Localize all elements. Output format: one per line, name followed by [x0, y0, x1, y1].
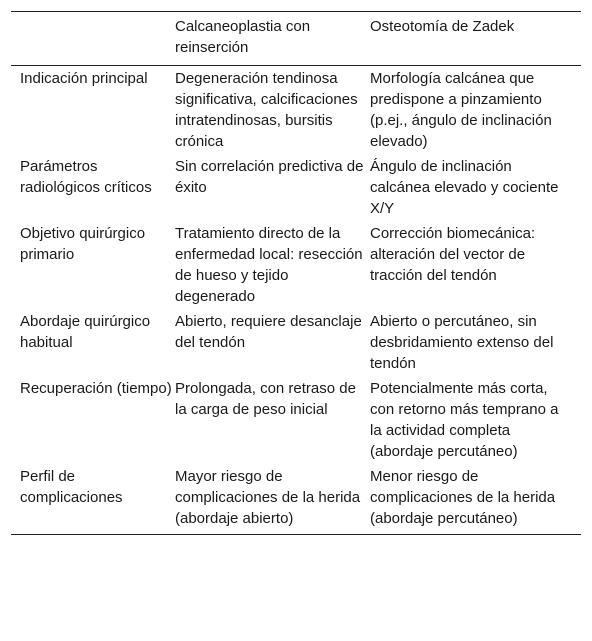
cell-zadek: Morfología calcánea que predispone a pinzamiento (p.ej., ángulo de inclinación elevado)	[370, 70, 552, 150]
row-label: Objetivo quirúrgico primario	[20, 225, 146, 263]
row-label: Parámetros radiológicos críticos	[20, 158, 152, 196]
table-header	[11, 12, 581, 66]
cell-zadek: Menor riesgo de complicaciones de la herida (abordaje percutáneo)	[370, 468, 556, 527]
table-row	[11, 311, 581, 378]
cell-calcaneoplastia: Mayor riesgo de complicaciones de la herida (abordaje abierto)	[175, 468, 361, 527]
row-label: Abordaje quirúrgico habitual	[20, 313, 151, 351]
comparison-table	[11, 11, 581, 535]
cell-calcaneoplastia: Degeneración tendinosa significativa, calcificaciones intratendinosas, bursitis crónica	[175, 70, 358, 150]
table-row	[11, 466, 581, 535]
table-row	[11, 156, 581, 223]
row-label: Indicación principal	[20, 70, 148, 87]
header-cell-calcaneoplastia: Calcaneoplastia con reinserción	[175, 18, 311, 56]
table-row	[11, 66, 581, 157]
cell-calcaneoplastia: Prolongada, con retraso de la carga de peso inicial	[175, 380, 356, 418]
header-cell-empty	[11, 12, 175, 66]
row-label: Perfil de complicaciones	[20, 468, 123, 506]
cell-zadek: Potencialmente más corta, con retorno más temprano a la actividad completa (abordaje percutáneo)	[370, 380, 559, 460]
header-row	[11, 12, 581, 66]
table-row	[11, 223, 581, 311]
row-label: Recuperación (tiempo)	[20, 380, 172, 397]
header-cell-zadek: Osteotomía de Zadek	[370, 18, 515, 35]
cell-calcaneoplastia: Sin correlación predictiva de éxito	[175, 158, 364, 196]
cell-zadek: Abierto o percutáneo, sin desbridamiento extenso del tendón	[370, 313, 554, 372]
cell-calcaneoplastia: Tratamiento directo de la enfermedad local: resección de hueso y tejido degenerado	[175, 225, 363, 305]
cell-calcaneoplastia: Abierto, requiere desanclaje del tendón	[175, 313, 362, 351]
comparison-table-container	[11, 11, 581, 535]
cell-zadek: Ángulo de inclinación calcánea elevado y cociente X/Y	[370, 158, 559, 217]
table-row	[11, 378, 581, 466]
cell-zadek: Corrección biomecánica: alteración del vector de tracción del tendón	[370, 225, 536, 284]
table-body	[11, 66, 581, 535]
